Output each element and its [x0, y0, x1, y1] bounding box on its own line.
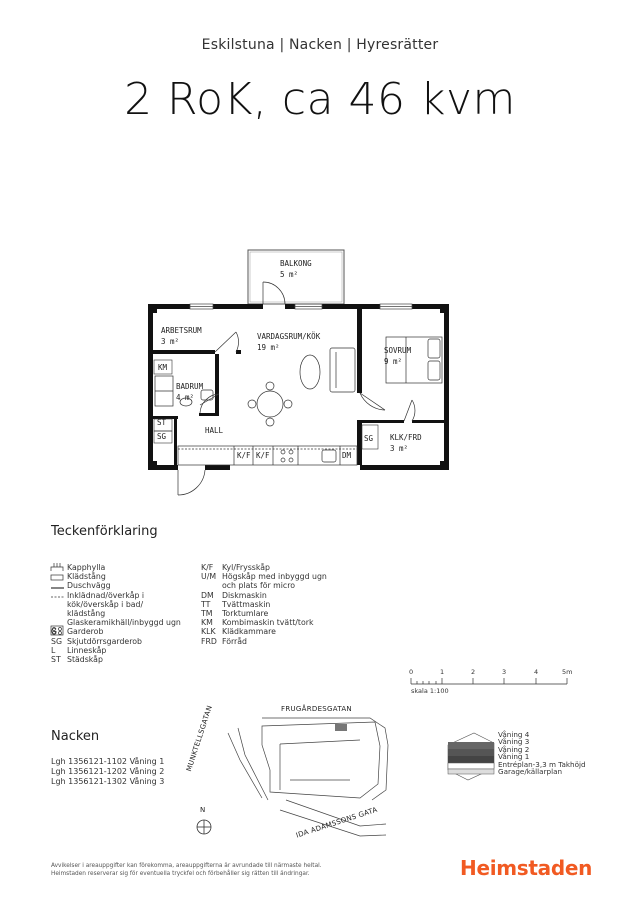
site-plan — [228, 718, 388, 836]
legend-frd: Förråd — [222, 636, 247, 646]
legend-duschvagg: Duschvägg — [67, 581, 111, 591]
legend-um: Högskåp med inbyggd ugn — [222, 572, 327, 582]
closets — [154, 360, 378, 449]
legend-klk: Klädkammare — [222, 627, 276, 637]
apartment-3: Lgh 1356121-1302 Våning 3 — [51, 777, 165, 786]
label-dm: DM — [342, 451, 352, 460]
legend-km: Kombimaskin tvätt/tork — [222, 618, 314, 628]
legend-inkladnad-3: klädstång — [67, 609, 106, 619]
room-name-balkong: BALKONG — [280, 259, 312, 268]
level-3: Våning 3 — [498, 737, 530, 747]
legend-dm: Diskmaskin — [222, 590, 267, 600]
legend-inkladnad-2: kök/överskåp i bad/ — [67, 599, 144, 609]
level-entreplan: Entréplan-3,3 m Takhöjd — [498, 759, 586, 769]
room-name-vardagsrum: VARDAGSRUM/KÖK — [257, 332, 321, 341]
room-area-badrum: 4 m² — [176, 393, 195, 402]
apartment-list — [51, 757, 164, 787]
legend-left: Kapphylla Klädstång Duschvägg Inklädnad/överkåp i kök/överskåp i bad/ klädstång Glaskeramikhäll/inbyggd ugn G Garderob SG Skjutdörrsgarderob L Linneskåp ST Städskåp — [51, 563, 181, 665]
room-name-klk-frd: KLK/FRD — [390, 433, 422, 442]
level-garage: Garage/källarplan — [498, 767, 563, 777]
apartment-2: Lgh 1356121-1202 Våning 2 — [51, 767, 165, 776]
scale-bar — [411, 678, 567, 684]
room-name-sovrum: SOVRUM — [384, 346, 412, 355]
footer-line-2: Heimstaden reserverar sig för eventuella tryckfel och förbehåller sig rätten till ändringar. — [51, 871, 310, 877]
project-subtitle: Eskilstuna | Nacken | Hyresrätter — [201, 37, 439, 53]
living-furniture — [248, 348, 355, 426]
room-name-badrum: BADRUM — [176, 382, 204, 391]
room-area-vardagsrum: 19 m² — [257, 343, 280, 352]
label-st: ST — [157, 418, 167, 427]
apartment-title: 2 RoK, ca 46 kvm — [124, 74, 516, 125]
label-kf-2: K/F — [256, 451, 270, 460]
site-heading: Nacken — [51, 729, 100, 744]
legend-um-2: och plats för micro — [222, 581, 296, 591]
room-area-balkong: 5 m² — [280, 270, 299, 279]
site-building-highlight — [335, 724, 347, 731]
legend-stadskap: Städskåp — [67, 655, 103, 665]
legend-glaskeramik: Glaskeramikhäll/inbyggd ugn — [67, 618, 181, 628]
room-area-sovrum: 9 m² — [384, 357, 403, 366]
apartment-1: Lgh 1356121-1102 Våning 1 — [51, 757, 165, 766]
footer-disclaimer — [51, 862, 381, 878]
levels-diagram — [448, 733, 494, 780]
scale-label: skala 1:100 — [411, 687, 449, 695]
room-name-hall: HALL — [205, 426, 224, 435]
level-4: Våning 4 — [498, 730, 530, 739]
legend-garderob: Garderob — [67, 627, 104, 637]
scale-tick-1: 1 — [440, 668, 445, 676]
scale-tick-0: 0 — [409, 668, 414, 676]
scale-tick-5: 5m — [562, 668, 573, 676]
heimstaden-logo: Heimstaden — [460, 856, 593, 880]
legend-skjutdorr: Skjutdörrsgarderob — [67, 636, 142, 646]
legend-tt: Tvättmaskin — [222, 599, 271, 609]
scale-tick-3: 3 — [502, 668, 507, 676]
legend-kapphylla: Kapphylla — [67, 563, 106, 572]
levels-list — [498, 731, 586, 775]
scale-tick-4: 4 — [534, 668, 539, 676]
legend-inkladnad-1: Inklädnad/överkåp i — [67, 590, 145, 600]
street-frugardsgatan: FRUGÅRDESGATAN — [281, 705, 352, 713]
legend-linneskap: Linneskåp — [67, 645, 107, 655]
legend-kladstang: Klädstång — [67, 572, 106, 582]
legend-tm: Torktumlare — [222, 609, 269, 619]
room-labels — [157, 259, 422, 460]
label-sg-klk: SG — [364, 434, 374, 443]
label-km: KM — [158, 363, 168, 372]
label-sg-hall: SG — [157, 432, 167, 441]
label-kf-1: K/F — [237, 451, 251, 460]
level-1: Våning 1 — [498, 752, 530, 762]
legend-right: K/F Kyl/Frysskåp U/M Högskåp med inbyggd ugn och plats för micro DM Diskmaskin TT Tvättmaskin TM Torktumlare KM Kombimaskin tvätt/tork KLK Klädkammare FRD Förråd — [201, 563, 327, 646]
level-2: Våning 2 — [498, 744, 530, 754]
legend-kf: Kyl/Frysskåp — [222, 563, 270, 572]
north-arrow-icon — [197, 820, 211, 834]
room-area-arbetsrum: 3 m² — [161, 337, 180, 346]
north-label: N — [200, 806, 206, 814]
street-munktellsgatan: MUNKTELLSGATAN — [185, 704, 214, 773]
scale-tick-2: 2 — [471, 668, 476, 676]
footer-line-1: Avvikelser i areauppgifter kan förekomma, areauppgifterna är avrundade till närmaste heltal. — [51, 863, 322, 869]
legend-heading: Teckenförklaring — [51, 524, 158, 539]
room-name-arbetsrum: ARBETSRUM — [161, 326, 202, 335]
room-area-klk-frd: 3 m² — [390, 444, 409, 453]
street-ida-adamssons: IDA ADAMSSONS GATA — [295, 805, 379, 840]
balcony-door — [263, 282, 285, 304]
